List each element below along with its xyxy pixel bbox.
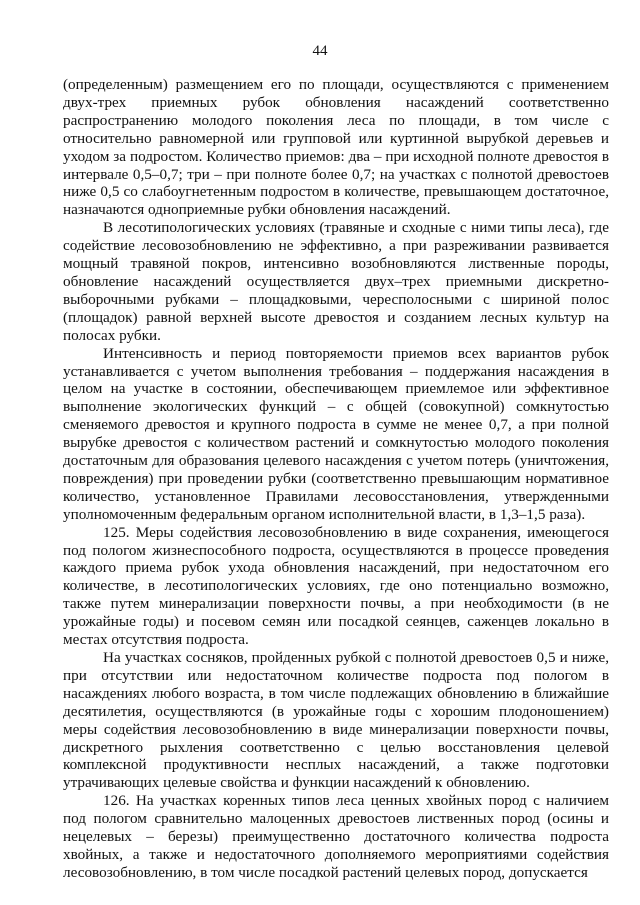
paragraph-126: 126. На участках коренных типов леса ценных хвойных пород с наличием под пологом сравнительно малоценных древостоев лиственных пород (осины и нецелевых – березы) преимущественно достаточного количества подроста хвойных, а также и недостаточного дополняемого мероприятиями содействия лесовозобновлению, в том числе посадкой растений целевых пород, допускается (63, 792, 609, 881)
paragraph-lesotipologicheskie: В лесотипологических условиях (травяные и сходные с ними типы леса), где содействие лесовозобновлению не эффективно, а при разреживании развивается мощный травяной покров, интенсивно возобновляются лиственные породы, обновление насаждений осуществляется двух–трех приемными дискретно-выборочными рубками – площадковыми, чересполосными с шириной полос (площадок) равной верхней высоте древостоя и созданием лесных культур на полосах рубки. (63, 219, 609, 344)
paragraph-125: 125. Меры содействия лесовозобновлению в виде сохранения, имеющегося под пологом жизнеспособного подроста, осуществляются в процессе проведения каждого приема рубок ухода обновления насаждений, при недостаточном его количестве, в лесотипологических условиях, где оно потенциально возможно, также путем минерализации поверхности почвы, а при необходимости (в не урожайные годы) и посевом семян или посадкой сеянцев, саженцев локально в местах отсутствия подроста. (63, 523, 609, 649)
paragraph-sosnyaki: На участках сосняков, пройденных рубкой с полнотой древостоев 0,5 и ниже, при отсутствии или недостаточном количестве подроста под пологом в насаждениях любого возраста, в том числе подлежащих обновлению в ближайшие десятилетия, осуществляются (в урожайные годы с хорошим плодоношением) меры содействия лесовозобновлению в виде минерализации поверхности почвы, дискретного рыхления соответственно с целью восстановления целевой комплексной продуктивности несплых насаждений, а также подготовки утрачивающих целевые свойства и функции насаждений к обновлению. (63, 649, 609, 792)
paragraph-continued: (определенным) размещением его по площади, осуществляются с применением двух-трех приемных рубок обновления насаждений соответственно распространению молодого поколения леса по площади, в том числе с относительно равномерной или групповой или куртинной вырубкой деревьев и уходом за подростом. Количество приемов: два – при исходной полноте древостоя в интервале 0,5–0,7; три – при полноте более 0,7; на участках с полнотой древостоев ниже 0,5 со слабоугнетенным подростом в количестве, превышающем достаточное, назначаются одноприемные рубки обновления насаждений. (63, 76, 609, 219)
page-number: 44 (312, 43, 328, 59)
body-text (63, 76, 609, 882)
paragraph-intensivnost: Интенсивность и период повторяемости приемов всех вариантов рубок устанавливается с учетом выполнения требования – поддержания насаждения в целом на участке в состоянии, обеспечивающем приемлемое или эффективное выполнение экологических функций – с общей (совокупной) сомкнутостью сменяемого древостоя и крупного подроста в сумме не менее 0,7, а при полной вырубке древостоя с количеством растений и сомкнутостью молодого поколения достаточным для образования целевого насаждения с учетом потерь (уничтожения, повреждения) при проведении рубки (соответственно превышающим нормативное количество, установленное Правилами лесовосстановления, утвержденными уполномоченным федеральным органом исполнительной власти, в 1,3–1,5 раза). (63, 344, 609, 523)
